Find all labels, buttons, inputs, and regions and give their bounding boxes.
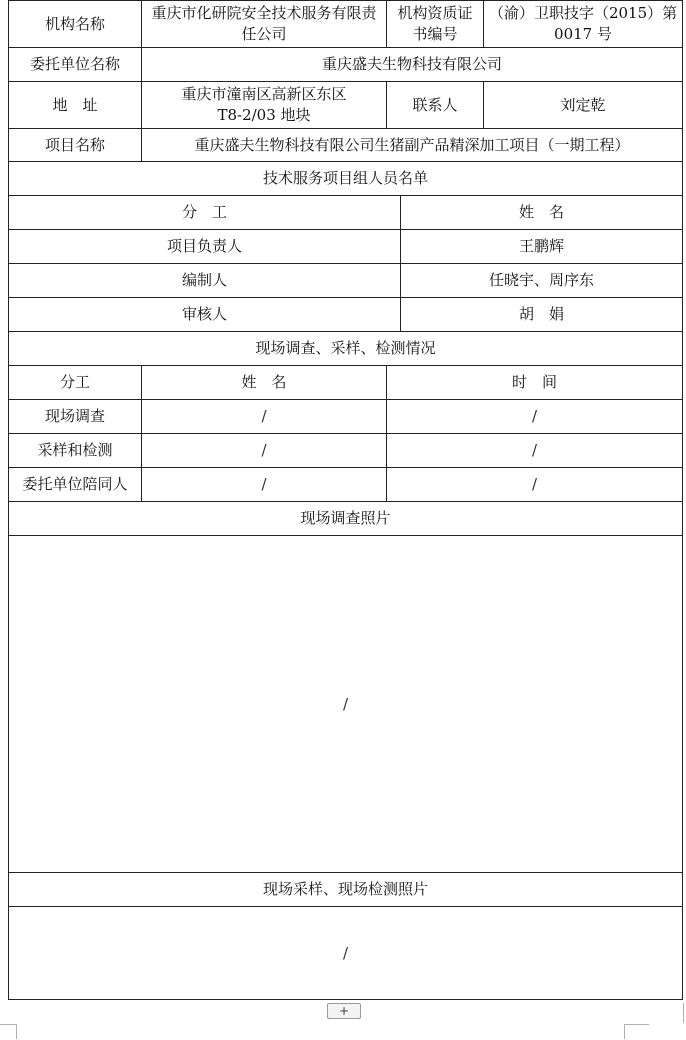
survey-col-time: 时 间 [387,366,683,400]
address-value [142,82,387,129]
table-row [9,468,683,502]
sampling-photo-area: / [9,907,683,1000]
sampling-photo-row [9,907,683,1000]
sampling-photo-title: 现场采样、现场检测照片 [9,873,683,907]
survey-role: 现场调查 [9,400,142,434]
contact-value: 刘定乾 [484,82,683,129]
survey-person: / [142,434,387,468]
team-title-row [9,162,683,196]
survey-role: 采样和检测 [9,434,142,468]
client-row [9,48,683,82]
survey-title-row [9,332,683,366]
team-col-name: 姓 名 [401,196,683,230]
survey-photo-area: / [9,536,683,873]
cert-number-value: （渝）卫职技字（2015）第 0017 号 [484,1,683,48]
page-corner-mark-left [0,1024,17,1039]
team-role: 项目负责人 [9,230,401,264]
contact-label: 联系人 [387,82,484,129]
org-name-value: 重庆市化研院安全技术服务有限责任公司 [142,1,387,48]
survey-person: / [142,400,387,434]
survey-person: / [142,468,387,502]
team-header-row [9,196,683,230]
project-value: 重庆盛夫生物科技有限公司生猪副产品精深加工项目（一期工程） [142,129,683,162]
project-row [9,129,683,162]
survey-section-title: 现场调查、采样、检测情况 [9,332,683,366]
survey-photo-row [9,536,683,873]
survey-col-role: 分工 [9,366,142,400]
client-value: 重庆盛夫生物科技有限公司 [142,48,683,82]
table-row [9,434,683,468]
team-member: 王鹏辉 [401,230,683,264]
address-row [9,82,683,129]
page-corner-mark-right [624,1024,649,1039]
team-role: 审核人 [9,298,401,332]
address-line-1: 重庆市潼南区高新区东区 [181,85,347,103]
team-member: 胡 娟 [401,298,683,332]
client-label: 委托单位名称 [9,48,142,82]
cert-number-label: 机构资质证书编号 [387,1,484,48]
team-role: 编制人 [9,264,401,298]
technical-service-form [8,0,683,1000]
survey-time: / [387,400,683,434]
survey-header-row [9,366,683,400]
survey-col-name: 姓 名 [142,366,387,400]
survey-photo-title: 现场调查照片 [9,502,683,536]
expand-table-button[interactable]: + [327,1003,361,1019]
org-name-label: 机构名称 [9,1,142,48]
org-row [9,1,683,48]
address-label: 地 址 [9,82,142,129]
table-row [9,298,683,332]
table-row [9,230,683,264]
survey-time: / [387,434,683,468]
team-col-role: 分 工 [9,196,401,230]
address-line-2: T8-2/03 地块 [217,106,311,124]
survey-role: 委托单位陪同人 [9,468,142,502]
team-member: 任晓宇、周序东 [401,264,683,298]
table-row [9,264,683,298]
survey-time: / [387,468,683,502]
survey-photo-title-row [9,502,683,536]
table-row [9,400,683,434]
table-edge-marker [683,1003,684,1023]
project-label: 项目名称 [9,129,142,162]
team-section-title: 技术服务项目组人员名单 [9,162,683,196]
sampling-photo-title-row [9,873,683,907]
